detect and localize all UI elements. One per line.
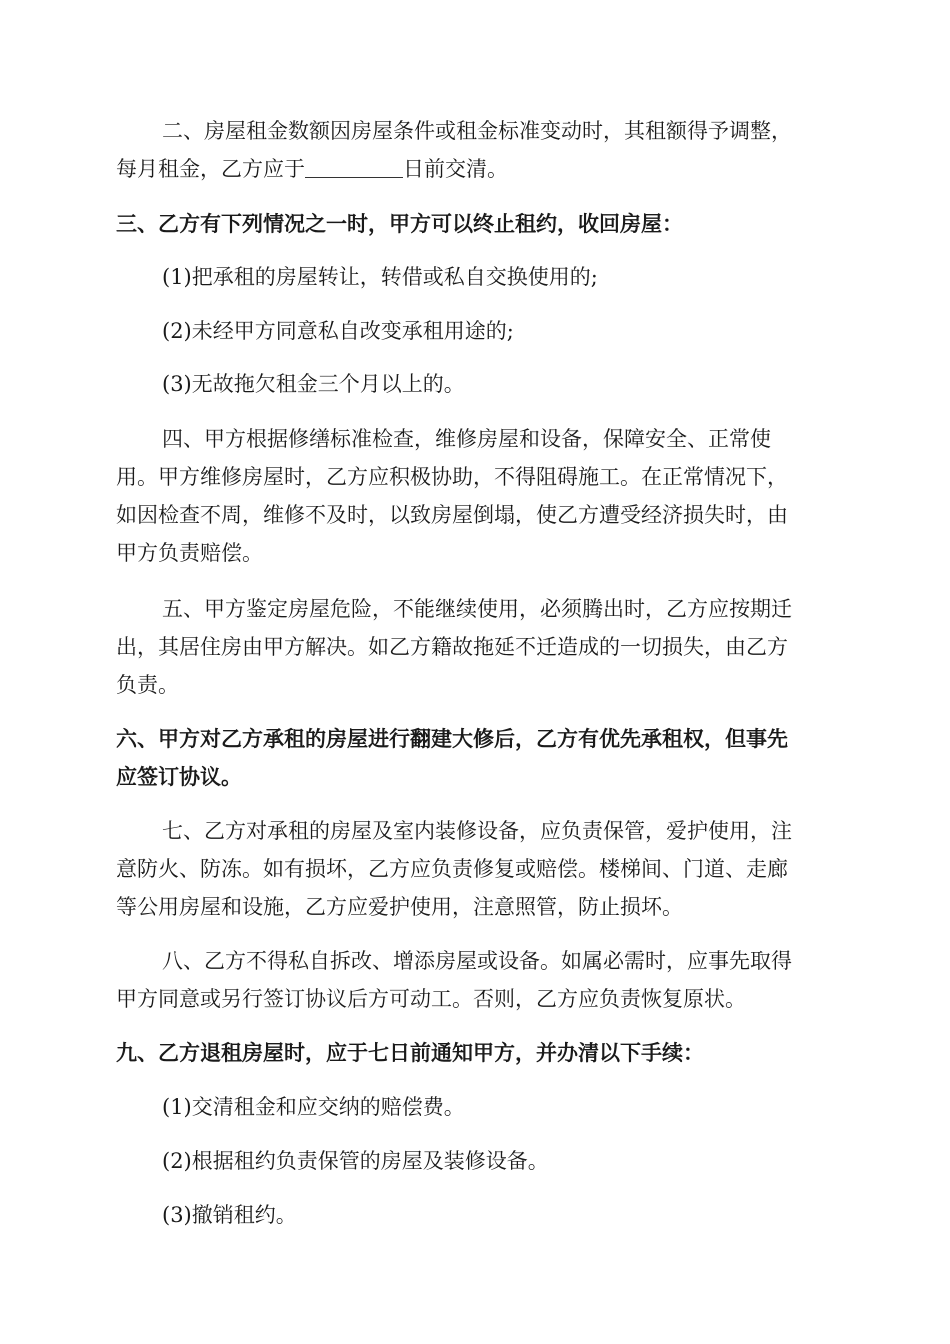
clause-3-item-3 <box>116 365 836 403</box>
clause-2-text-before-blank: 每月租金，乙方应于 <box>116 157 305 181</box>
paragraph-line: 等公用房屋和设施，乙方应爱护使用，注意照管，防止损坏。 <box>116 895 683 919</box>
clause-4 <box>116 420 836 572</box>
clause-5 <box>116 590 836 704</box>
clause-2 <box>116 112 836 188</box>
paragraph-line: 应签订协议。 <box>116 765 242 789</box>
paragraph-line: 甲方同意或另行签订协议后方可动工。否则，乙方应负责恢复原状。 <box>116 987 746 1011</box>
clause-2-line-1: 二、房屋租金数额因房屋条件或租金标准变动时，其租额得予调整， <box>162 119 792 143</box>
clause-9-heading: 九、乙方退租房屋时，应于七日前通知甲方，并办清以下手续： <box>116 1041 704 1065</box>
paragraph-line: 意防火、防冻。如有损坏，乙方应负责修复或赔偿。楼梯间、门道、走廊 <box>116 857 788 881</box>
paragraph-line: 五、甲方鉴定房屋危险，不能继续使用，必须腾出时，乙方应按期迁 <box>162 597 792 621</box>
clause-9 <box>116 1034 836 1072</box>
list-item: (2)未经甲方同意私自改变承租用途的; <box>162 319 514 343</box>
paragraph-line: 七、乙方对承租的房屋及室内装修设备，应负责保管，爱护使用，注 <box>162 819 792 843</box>
paragraph-line: 六、甲方对乙方承租的房屋进行翻建大修后，乙方有优先承租权，但事先 <box>116 727 788 751</box>
paragraph-line: 甲方负责赔偿。 <box>116 541 263 565</box>
list-item: (1)把承租的房屋转让，转借或私自交换使用的; <box>162 265 598 289</box>
clause-2-text-after-blank: 日前交清。 <box>403 157 508 181</box>
clause-7 <box>116 812 836 926</box>
paragraph-line: 用。甲方维修房屋时，乙方应积极协助，不得阻碍施工。在正常情况下， <box>116 465 788 489</box>
paragraph-line: 四、甲方根据修缮标准检查，维修房屋和设备，保障安全、正常使 <box>162 427 771 451</box>
list-item: (3)撤销租约。 <box>162 1203 297 1227</box>
list-item: (3)无故拖欠租金三个月以上的。 <box>162 372 465 396</box>
clause-9-item-1 <box>116 1088 836 1126</box>
clause-3-item-2 <box>116 312 836 350</box>
paragraph-line: 负责。 <box>116 673 179 697</box>
clause-3-item-1 <box>116 258 836 296</box>
clause-8 <box>116 942 836 1018</box>
paragraph-line: 出，其居住房由甲方解决。如乙方籍故拖延不迁造成的一切损失，由乙方 <box>116 635 788 659</box>
clause-3 <box>116 205 836 243</box>
clause-9-item-2 <box>116 1142 836 1180</box>
paragraph-line: 八、乙方不得私自拆改、增添房屋或设备。如属必需时，应事先取得 <box>162 949 792 973</box>
clause-3-heading: 三、乙方有下列情况之一时，甲方可以终止租约，收回房屋： <box>116 212 683 236</box>
paragraph-line: 如因检查不周，维修不及时，以致房屋倒塌，使乙方遭受经济损失时，由 <box>116 503 788 527</box>
clause-6 <box>116 720 836 796</box>
list-item: (1)交清租金和应交纳的赔偿费。 <box>162 1095 465 1119</box>
clause-2-line-2 <box>116 150 836 188</box>
date-blank-field <box>305 157 403 178</box>
clause-9-item-3 <box>116 1196 836 1234</box>
list-item: (2)根据租约负责保管的房屋及装修设备。 <box>162 1149 549 1173</box>
